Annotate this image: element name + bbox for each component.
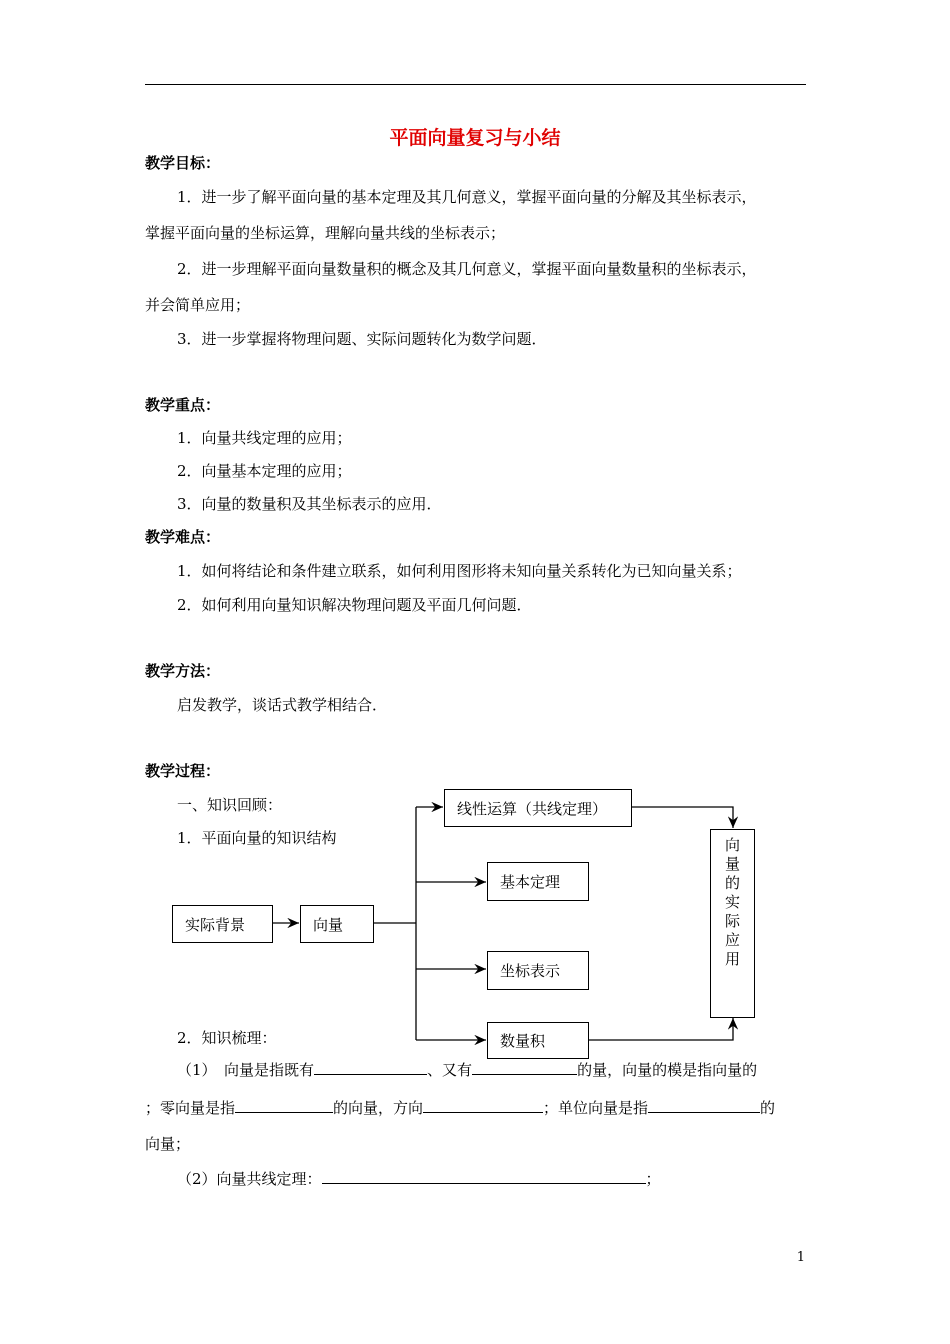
page-title: 平面向量复习与小结 [389, 127, 561, 149]
question-1-line-2: ；零向量是指 的向量，方向 ；单位向量是指 的 [145, 1099, 776, 1117]
summary-heading: 2．知识梳理： [177, 1029, 277, 1047]
review-heading: 一、知识回顾： [177, 796, 283, 814]
blank-field[interactable] [322, 1169, 646, 1184]
difficulty-2: 2．如何利用向量知识解决物理问题及平面几何问题． [177, 596, 532, 614]
question-1-line: （1） 向量是指既有 、又有 的量，向量的模是指向量的 [177, 1061, 758, 1079]
diagram-box-application: 向 量 的 实 际 应 用 [710, 829, 755, 1018]
goal-2b: 并会简单应用； [145, 296, 251, 314]
blank-field[interactable] [472, 1060, 577, 1075]
page-number: 1 [796, 1250, 805, 1265]
blank-field[interactable] [423, 1098, 543, 1113]
process-heading: 教学过程： [145, 762, 221, 780]
key-points-heading: 教学重点： [145, 396, 221, 414]
goal-2a: 2．进一步理解平面向量数量积的概念及其几何意义，掌握平面向量数量积的坐标表示， [177, 260, 757, 278]
question-1-line-3: 向量； [145, 1135, 191, 1153]
goal-1a: 1．进一步了解平面向量的基本定理及其几何意义，掌握平面向量的分解及其坐标表示， [177, 188, 757, 206]
difficulties-heading: 教学难点： [145, 528, 221, 546]
blank-field[interactable] [648, 1098, 760, 1113]
structure-heading: 1．平面向量的知识结构 [177, 829, 337, 847]
key-point-2: 2．向量基本定理的应用； [177, 462, 352, 480]
goals-heading: 教学目标： [145, 154, 221, 172]
diagram-box-basic-theorem: 基本定理 [487, 862, 589, 901]
difficulty-1: 1．如何将结论和条件建立联系，如何利用图形将未知向量关系转化为已知向量关系； [177, 562, 742, 580]
key-point-3: 3．向量的数量积及其坐标表示的应用． [177, 495, 442, 513]
diagram-box-vector: 向量 [300, 905, 374, 943]
method-heading: 教学方法： [145, 662, 221, 680]
goal-1b: 掌握平面向量的坐标运算，理解向量共线的坐标表示； [145, 224, 506, 242]
blank-field[interactable] [235, 1098, 333, 1113]
goal-3: 3．进一步掌握将物理问题、实际问题转化为数学问题． [177, 330, 547, 348]
key-point-1: 1．向量共线定理的应用； [177, 429, 352, 447]
diagram-box-linear-ops: 线性运算（共线定理） [444, 789, 632, 827]
diagram-box-background: 实际背景 [172, 905, 273, 943]
blank-field[interactable] [314, 1060, 427, 1075]
method-text: 启发教学，谈话式教学相结合． [177, 696, 388, 714]
diagram-box-dot-product: 数量积 [487, 1022, 589, 1059]
question-2-line: （2）向量共线定理： ； [177, 1170, 661, 1188]
diagram-box-coordinates: 坐标表示 [487, 951, 589, 990]
